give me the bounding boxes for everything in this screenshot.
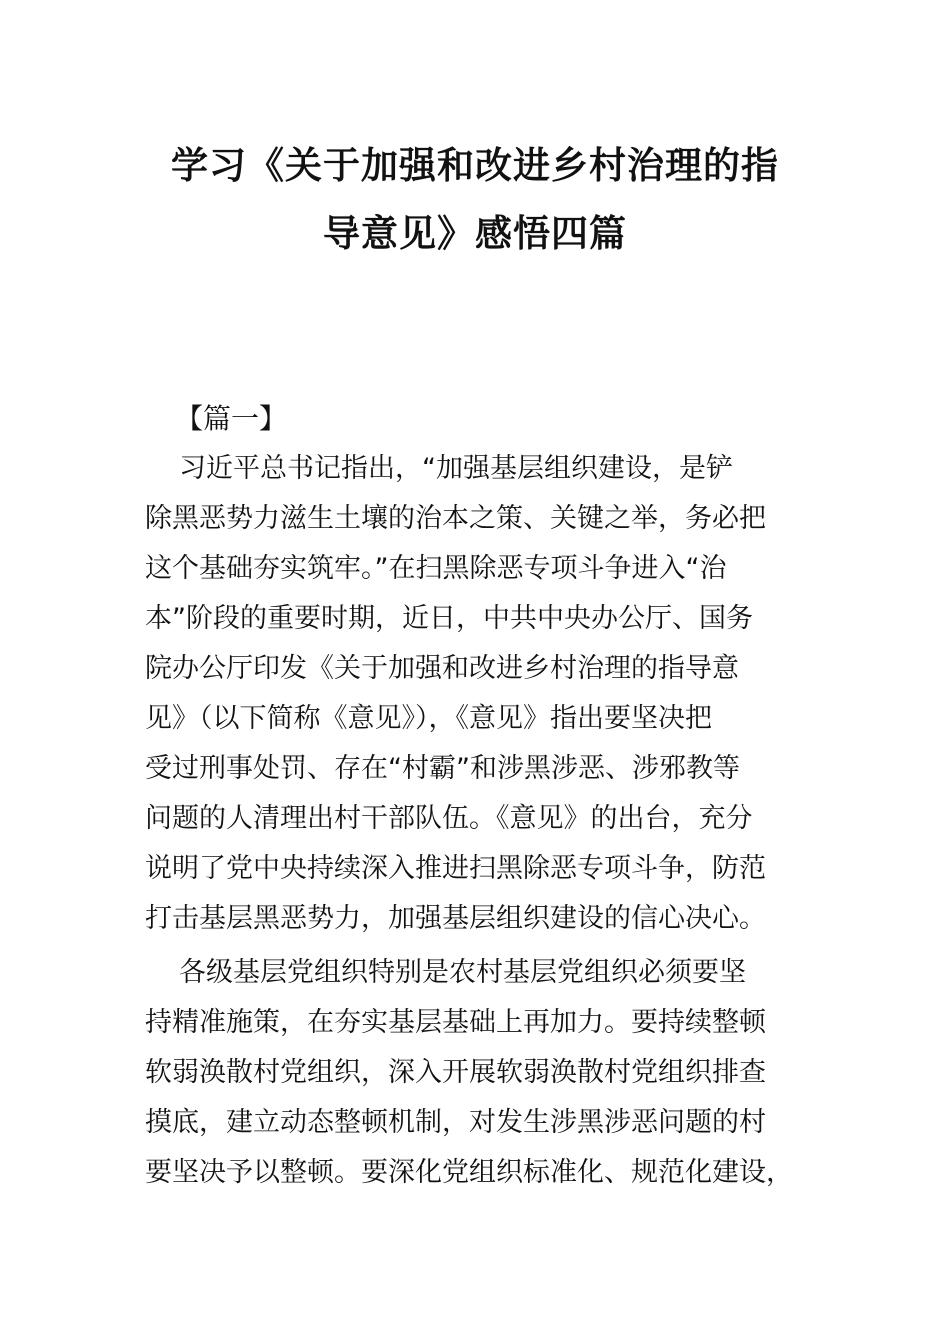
text-line: 受过刑事处罚、存在“村霸”和涉黑涉恶、涉邪教等 <box>145 753 740 784</box>
text-line: 持精准施策，在夯实基层基础上再加力。要持续整顿 <box>145 1007 766 1038</box>
text-line: 各级基层党组织特别是农村基层党组织必须要坚 <box>179 957 746 988</box>
text-line: 除黑恶势力滋生土壤的治本之策、关键之举，务必把 <box>145 503 766 534</box>
text-line: 软弱涣散村党组织，深入开展软弱涣散村党组织排查 <box>145 1057 766 1088</box>
text-line: 问题的人清理出村干部队伍。《意见》的出台，充分 <box>145 803 753 834</box>
text-line: 要坚决予以整顿。要深化党组织标准化、规范化建设， <box>145 1157 793 1188</box>
text-line: 本”阶段的重要时期，近日，中共中央办公厅、国务 <box>145 603 753 634</box>
text-line: 说明了党中央持续深入推进扫黑除恶专项斗争，防范 <box>145 853 766 884</box>
text-line: 习近平总书记指出，“加强基层组织建设，是铲 <box>179 453 733 484</box>
text-line: 打击基层黑恶势力，加强基层组织建设的信心决心。 <box>145 903 766 934</box>
title-line: 导意见》感悟四篇 <box>323 212 627 255</box>
text-line: 这个基础夯实筑牢。”在扫黑除恶专项斗争进入“治 <box>145 553 727 584</box>
text-line: 见》（以下简称《意见》），《意见》指出要坚决把 <box>145 703 712 734</box>
text-line: 摸底，建立动态整顿机制，对发生涉黑涉恶问题的村 <box>145 1107 766 1138</box>
section-label: 【篇一】 <box>175 402 288 435</box>
paragraph-2 <box>145 948 815 1198</box>
document-title <box>120 132 830 268</box>
title-line: 学习《关于加强和改进乡村治理的指 <box>171 144 779 187</box>
paragraph-1 <box>145 444 815 944</box>
document-body <box>145 394 815 1198</box>
text-line: 院办公厅印发《关于加强和改进乡村治理的指导意 <box>145 653 739 684</box>
